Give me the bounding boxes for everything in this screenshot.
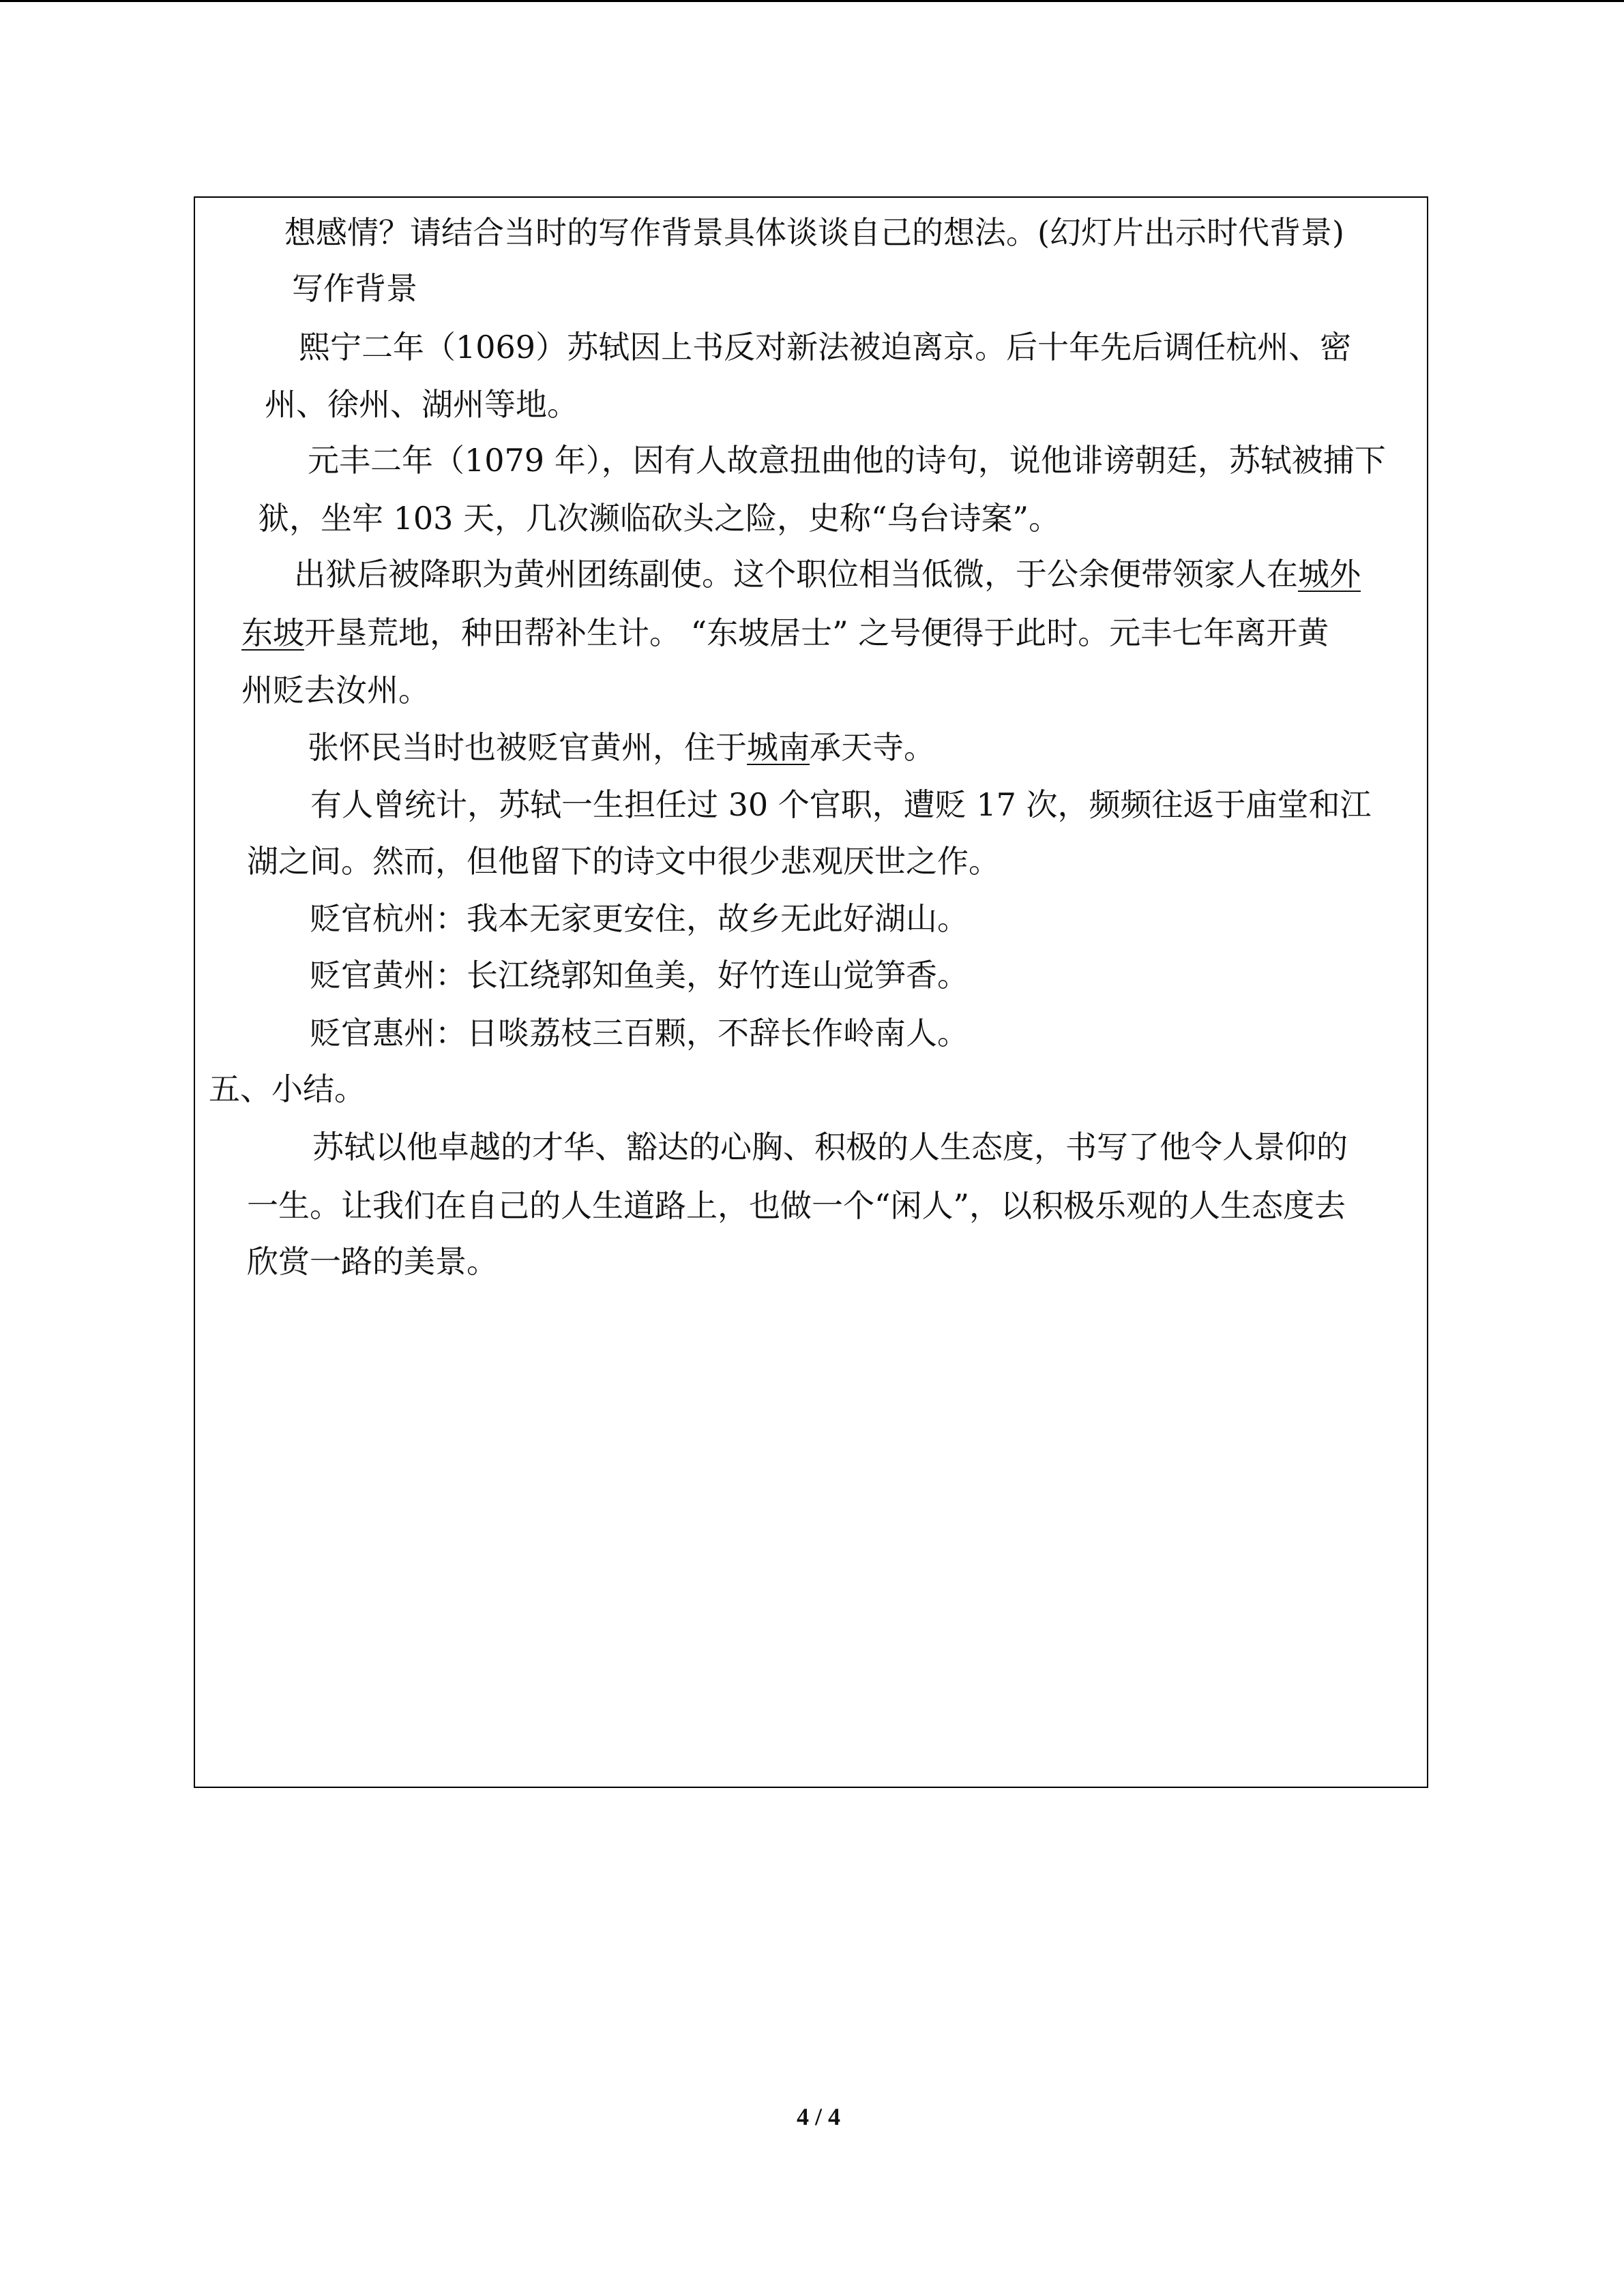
text-line-17: 苏轼以他卓越的才华、豁达的心胸、积极的人生态度，书写了他令人景仰的 [312,1129,1348,1165]
text-line-9: 州贬去汝州。 [241,672,430,709]
text-line-11: 有人曾统计，苏轼一生担任过 30 个官职，遭贬 17 次，频频往返于庙堂和江 [310,786,1372,823]
text-line-8-part-b: 开垦荒地，种田帮补生计。 “东坡居士” 之号便得于此时。元丰七年离开黄 [304,614,1329,651]
text-line-7 [294,554,1361,595]
underlined-city-south: 城南 [747,729,810,766]
text-line-4: 州、徐州、湖州等地。 [265,386,578,423]
underlined-city-outside: 城外 [1298,556,1361,593]
text-line-15: 贬官惠州：日啖荔枝三百颗，不辞长作岭南人。 [310,1015,969,1052]
section-heading-summary: 五、小结。 [209,1071,366,1107]
text-line-13: 贬官杭州：我本无家更安住，故乡无此好湖山。 [310,900,969,937]
text-line-19: 欣赏一路的美景。 [247,1243,498,1280]
text-line-10 [308,727,935,768]
underlined-dongpo: 东坡 [241,614,304,651]
page-number: 4 / 4 [796,2103,840,2130]
text-line-10-part-a: 张怀民当时也被贬官黄州，住于 [308,729,747,766]
top-border [0,0,1624,2]
text-line-3: 熙宁二年（1069）苏轼因上书反对新法被迫离京。后十年先后调任杭州、密 [299,329,1352,366]
text-line-6: 狱，坐牢 103 天，几次濒临砍头之险，史称“乌台诗案”。 [258,500,1061,537]
text-line-5: 元丰二年（1079 年），因有人故意扭曲他的诗句，说他诽谤朝廷，苏轼被捕下 [308,442,1386,479]
text-line-8 [241,612,1329,653]
text-line-10-part-c: 承天寺。 [810,729,935,766]
text-line-7-part-a: 出狱后被降职为黄州团练副使。这个职位相当低微，于公余便带领家人在 [294,556,1298,593]
text-line-14: 贬官黄州：长江绕郭知鱼美，好竹连山觉笋香。 [310,957,969,994]
text-line-18: 一生。让我们在自己的人生道路上，也做一个“闲人”，以积极乐观的人生态度去 [247,1187,1346,1224]
text-line-2: 写作背景 [292,270,417,307]
text-line-12: 湖之间。然而，但他留下的诗文中很少悲观厌世之作。 [247,843,1000,880]
text-line-1: 想感情？请结合当时的写作背景具体谈谈自己的想法。(幻灯片出示时代背景) [284,214,1344,251]
